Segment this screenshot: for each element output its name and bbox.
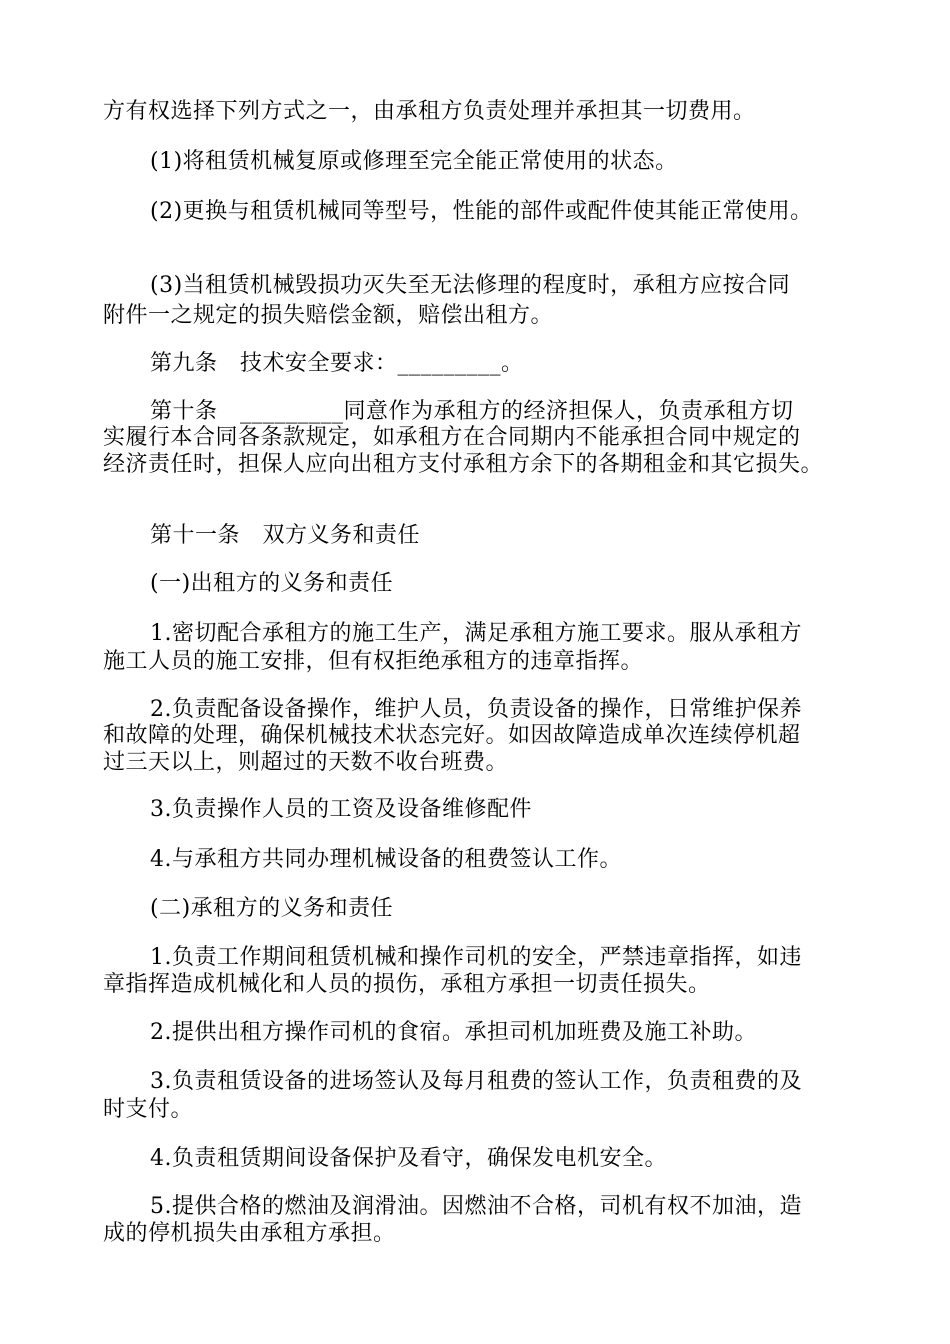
text-line: 3.负责租赁设备的进场签认及每月租费的签认工作，负责租费的及 [150, 1069, 802, 1094]
text-line: 第九条 技术安全要求：_________。 [150, 351, 524, 376]
text-line: 2.提供出租方操作司机的食宿。承担司机加班费及施工补助。 [150, 1020, 757, 1045]
text-line: 方有权选择下列方式之一，由承租方负责处理并承担其一切费用。 [103, 99, 756, 124]
text-line: 过三天以上，则超过的天数不收台班费。 [103, 750, 509, 775]
text-line: 成的停机损失由承租方承担。 [103, 1221, 396, 1246]
text-line: 时支付。 [103, 1097, 194, 1122]
text-line: 第十一条 双方义务和责任 [150, 523, 421, 548]
text-line: 3.负责操作人员的工资及设备维修配件 [150, 797, 532, 822]
text-line: 施工人员的施工安排，但有权拒绝承租方的违章指挥。 [103, 649, 644, 674]
text-line: 第十条 _________同意作为承租方的经济担保人，负责承租方切 [150, 399, 794, 424]
text-line: 1.密切配合承租方的施工生产，满足承租方施工要求。服从承租方 [150, 621, 802, 646]
text-line: (2)更换与租赁机械同等型号，性能的部件或配件使其能正常使用。 [150, 199, 813, 224]
text-line: 1.负责工作期间租赁机械和操作司机的安全，严禁违章指挥，如违 [150, 945, 802, 970]
text-line: 2.负责配备设备操作，维护人员，负责设备的操作，日常维护保养 [150, 697, 802, 722]
text-line: 章指挥造成机械化和人员的损伤，承租方承担一切责任损失。 [103, 972, 711, 997]
text-line: (一)出租方的义务和责任 [150, 571, 394, 596]
text-line: 附件一之规定的损失赔偿金额，赔偿出租方。 [103, 303, 554, 328]
text-line: 4.负责租赁期间设备保护及看守，确保发电机安全。 [150, 1146, 667, 1171]
text-line: (1)将租赁机械复原或修理至完全能正常使用的状态。 [150, 149, 678, 174]
text-line: 经济责任时，担保人应向出租方支付承租方余下的各期租金和其它损失。 [103, 452, 824, 477]
text-line: 4.与承租方共同办理机械设备的租费签认工作。 [150, 847, 622, 872]
text-line: 5.提供合格的燃油及润滑油。因燃油不合格，司机有权不加油，造 [150, 1194, 802, 1219]
text-line: (二)承租方的义务和责任 [150, 896, 394, 921]
text-line: 实履行本合同各条款规定，如承租方在合同期内不能承担合同中规定的 [103, 425, 801, 450]
text-line: (3)当租赁机械毁损功灭失至无法修理的程度时，承租方应按合同 [150, 273, 791, 298]
text-line: 和故障的处理，确保机械技术状态完好。如因故障造成单次连续停机超 [103, 723, 801, 748]
